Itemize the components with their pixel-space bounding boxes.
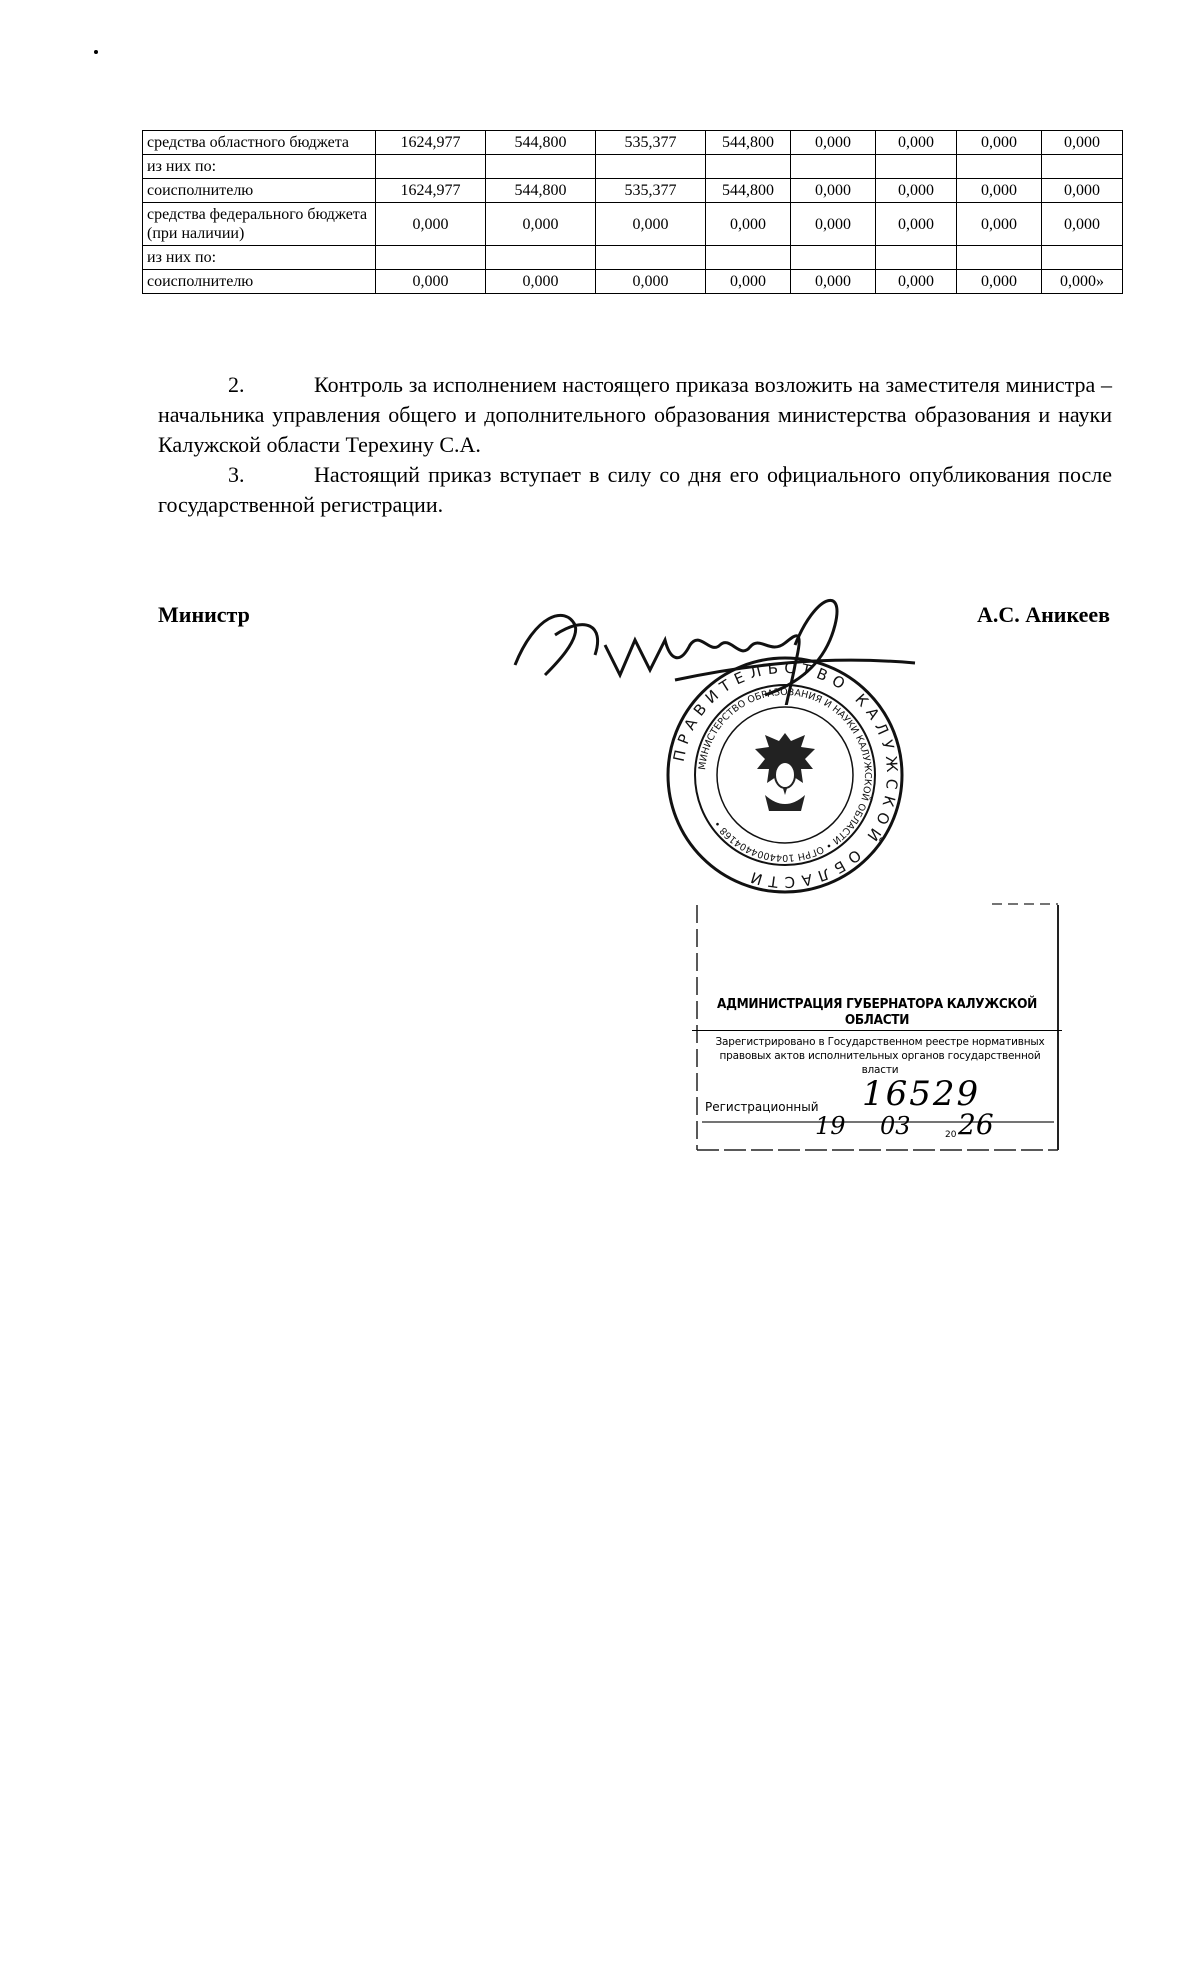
registration-date-day: 19 <box>815 1112 846 1140</box>
budget-table <box>142 130 1123 294</box>
table-row <box>143 203 1123 246</box>
table-cell: 535,377 <box>596 179 706 203</box>
table-cell <box>957 246 1042 270</box>
registration-date-year: 26 <box>958 1108 994 1141</box>
table-cell <box>486 155 596 179</box>
table-cell: 0,000 <box>957 203 1042 246</box>
table-cell: 544,800 <box>486 131 596 155</box>
table-cell: 0,000 <box>791 131 876 155</box>
table-row <box>143 270 1123 294</box>
paragraph-2-number: 2. <box>228 372 245 397</box>
table-cell: 0,000 <box>706 203 791 246</box>
table-cell <box>1042 246 1123 270</box>
paragraph-3 <box>158 460 1112 520</box>
table-cell <box>706 246 791 270</box>
table-cell: 544,800 <box>486 179 596 203</box>
paragraph-3-number: 3. <box>228 462 245 487</box>
table-cell: 0,000 <box>957 270 1042 294</box>
table-cell: 0,000 <box>486 203 596 246</box>
table-cell: 0,000 <box>376 203 486 246</box>
registration-stamp-title: АДМИНИСТРАЦИЯ ГУБЕРНАТОРА КАЛУЖСКОЙ ОБЛАСТИ <box>692 996 1062 1031</box>
table-cell: 0,000 <box>957 131 1042 155</box>
table-cell: 0,000 <box>876 270 957 294</box>
row-label: средства федерального бюджета (при наличии) <box>143 203 376 246</box>
table-cell: 0,000 <box>876 203 957 246</box>
table-row <box>143 246 1123 270</box>
table-cell <box>791 246 876 270</box>
paragraph-3-text: Настоящий приказ вступает в силу со дня его официального опубликования после государственной регистрации. <box>158 462 1112 517</box>
table-cell: 544,800 <box>706 179 791 203</box>
table-cell <box>596 155 706 179</box>
table-cell <box>486 246 596 270</box>
table-cell: 0,000» <box>1042 270 1123 294</box>
svg-text:МИНИСТЕРСТВО ОБРАЗОВАНИЯ И НАУ: МИНИСТЕРСТВО ОБРАЗОВАНИЯ И НАУКИ КАЛУЖСКОЙ ОБЛАСТИ • ОГРН 1044004404168 • <box>697 686 874 864</box>
table-cell: 544,800 <box>706 131 791 155</box>
row-label: из них по: <box>143 246 376 270</box>
table-cell: 1624,977 <box>376 131 486 155</box>
table-cell <box>596 246 706 270</box>
registration-date-year-prefix: 20 <box>945 1130 957 1140</box>
table-cell: 0,000 <box>876 179 957 203</box>
table-cell <box>791 155 876 179</box>
table-cell: 0,000 <box>791 270 876 294</box>
signatory-name: А.С. Аникеев <box>976 602 1110 627</box>
table-row <box>143 179 1123 203</box>
table-cell <box>957 155 1042 179</box>
table-cell: 0,000 <box>596 203 706 246</box>
registration-number: 16529 <box>862 1074 981 1114</box>
row-label: соисполнителю <box>143 270 376 294</box>
table-cell <box>376 155 486 179</box>
table-cell <box>706 155 791 179</box>
table-cell <box>376 246 486 270</box>
registration-date-month: 03 <box>880 1112 911 1140</box>
table-cell: 0,000 <box>791 179 876 203</box>
table-cell: 0,000 <box>1042 131 1123 155</box>
eagle-emblem-icon <box>755 733 815 811</box>
registration-number-label: Регистрационный <box>705 1100 819 1114</box>
signatory-position: Министр <box>158 602 250 627</box>
table-row <box>143 155 1123 179</box>
table-cell: 0,000 <box>1042 203 1123 246</box>
svg-text:ПРАВИТЕЛЬСТВО КАЛУЖСКОЙ ОБЛАСТ: ПРАВИТЕЛЬСТВО КАЛУЖСКОЙ ОБЛАСТИ <box>669 658 902 892</box>
table-cell: 0,000 <box>486 270 596 294</box>
table-cell <box>1042 155 1123 179</box>
table-cell: 0,000 <box>706 270 791 294</box>
table-cell: 0,000 <box>876 131 957 155</box>
table-cell: 0,000 <box>596 270 706 294</box>
row-label: соисполнителю <box>143 179 376 203</box>
table-cell: 535,377 <box>596 131 706 155</box>
registration-stamp-text: Зарегистрировано в Государственном реестре нормативных правовых актов исполнительных органов государственной власти <box>715 1036 1045 1076</box>
table-cell: 0,000 <box>791 203 876 246</box>
paragraph-2-text: Контроль за исполнением настоящего приказа возложить на заместителя министра – начальника управления общего и дополнительного образования министерства образования и науки Калужской области Терехину С.А. <box>158 372 1112 457</box>
row-label: средства областного бюджета <box>143 131 376 155</box>
table-row <box>143 131 1123 155</box>
scan-dot <box>94 50 98 54</box>
row-label: из них по: <box>143 155 376 179</box>
paragraph-2 <box>158 370 1112 460</box>
table-cell <box>876 155 957 179</box>
table-cell: 1624,977 <box>376 179 486 203</box>
table-cell: 0,000 <box>1042 179 1123 203</box>
table-cell: 0,000 <box>376 270 486 294</box>
table-cell <box>876 246 957 270</box>
table-cell: 0,000 <box>957 179 1042 203</box>
handwritten-signature <box>495 585 945 705</box>
